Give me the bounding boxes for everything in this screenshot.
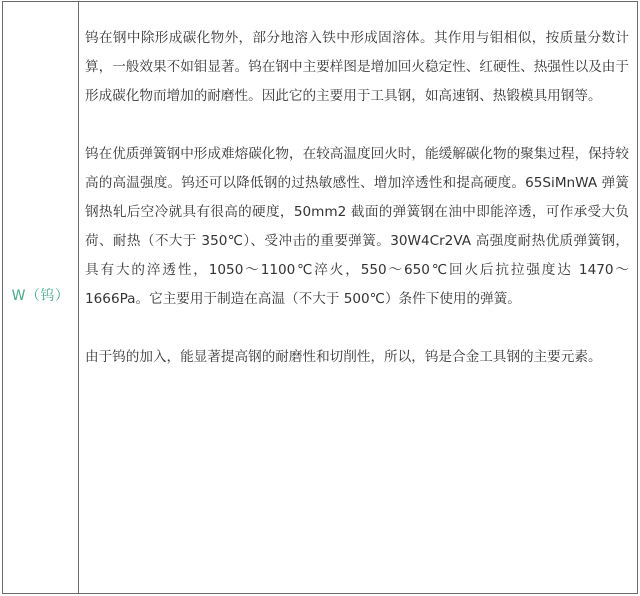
description-cell — [79, 2, 637, 593]
paragraph-spring-steel: 钨在优质弹簧钢中形成难熔碳化物，在较高温度回火时，能缓解碳化物的聚集过程，保持较高的高温强度。钨还可以降低钢的过热敏感性、增加淬透性和提高硬度。65SiMnWA 弹簧钢热轧后空冷就具有很高的硬度，50mm2 截面的弹簧钢在油中即能淬透，可作承受大负荷、耐热（不大于 350℃）、受冲击的重要弹簧。30W4Cr2VA 高强度耐热优质弹簧钢，具有大的淬透性，1050～1100℃淬火，550～650℃回火后抗拉强度达 1470～1666Pa。它主要用于制造在高温（不大于 500℃）条件下使用的弹簧。 — [85, 146, 629, 307]
paragraph-tool-steel: 由于钨的加入，能显著提高钢的耐磨性和切削性，所以，钨是合金工具钢的主要元素。 — [85, 349, 602, 365]
property-table — [2, 1, 638, 594]
element-label: W（钨） — [11, 287, 70, 304]
element-label-cell — [3, 2, 79, 593]
paragraph-carbide-solid-solution: 钨在钢中除形成碳化物外，部分地溶入铁中形成固溶体。其作用与钼相似，按质量分数计算，一般效果不如钼显著。钨在钢中主要样图是增加回火稳定性、红硬性、热强性以及由于形成碳化物而增加的耐磨性。因此它的主要用于工具钢，如高速钢、热锻模具用钢等。 — [85, 30, 629, 104]
